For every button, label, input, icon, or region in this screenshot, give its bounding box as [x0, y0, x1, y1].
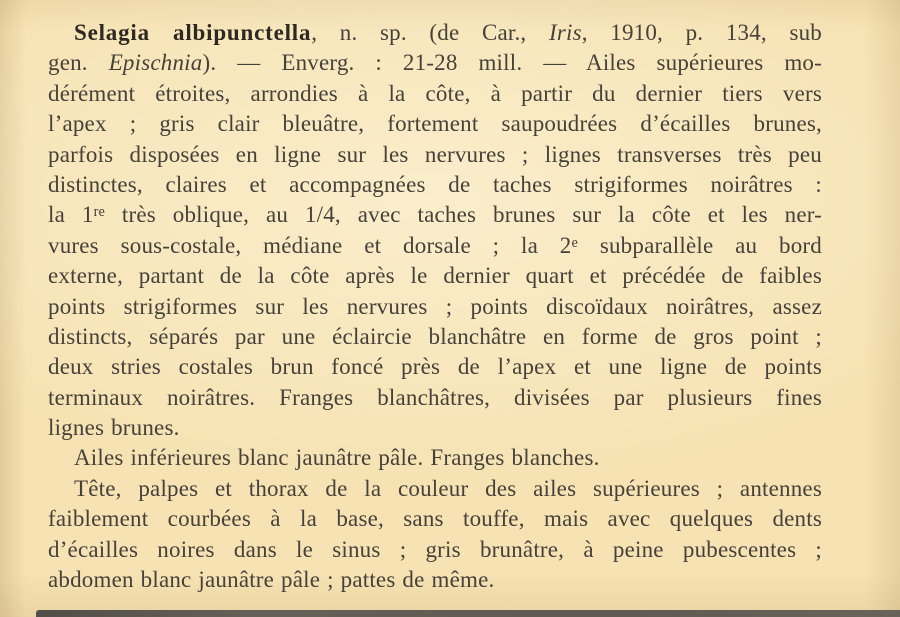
species-description-text: [48, 18, 822, 595]
text-segment: parfois disposées en ligne sur les nervures ; lignes transverses très peu: [48, 141, 822, 167]
text-line: vures sous-costale, médiane et dorsale ; la 2e subparallèle au bord: [48, 232, 822, 258]
text-line: [48, 413, 822, 443]
text-line: [48, 79, 822, 109]
text-line: [48, 292, 822, 322]
text-line: [48, 474, 822, 504]
species-name: Selagia albipunctella: [74, 20, 312, 45]
text-segment: subparallèle au bord: [578, 232, 822, 258]
text-segment: ). — Enverg. : 21-28 mill. — Ailes supérieures mo-: [202, 50, 822, 76]
text-segment: lignes brunes.: [48, 415, 180, 441]
text-line: [48, 261, 822, 291]
text-segment: Iris: [548, 20, 582, 45]
text-segment: l’apex ; gris clair bleuâtre, fortement saupoudrées d’écailles brunes,: [48, 111, 822, 137]
text-line: [48, 140, 822, 170]
text-line: [48, 443, 822, 473]
scan-edge-shadow: [36, 610, 900, 617]
text-segment: gen.: [48, 50, 109, 76]
text-segment: vures sous-costale, médiane et dorsale ; la 2: [48, 232, 572, 258]
text-segment: points strigiformes sur les nervures ; points discoïdaux noirâtres, assez: [48, 293, 822, 319]
text-segment: Tête, palpes et thorax de la couleur des ailes supérieures ; antennes: [74, 475, 822, 501]
text-segment: très oblique, au 1/4, avec taches brunes sur la côte et les ner-: [105, 202, 822, 228]
text-segment: , 1910, p. 134, sub: [581, 20, 822, 45]
text-segment: dérément étroites, arrondies à la côte, à partir du dernier tiers vers: [48, 80, 822, 106]
text-segment: Ailes inférieures blanc jaunâtre pâle. Franges blanches.: [74, 445, 600, 471]
text-line: la 1re très oblique, au 1/4, avec taches brunes sur la côte et les ner-: [48, 202, 822, 228]
text-line: [48, 504, 822, 534]
text-line: [48, 352, 822, 382]
text-segment: faiblement courbées à la base, sans touffe, mais avec quelques dents: [48, 506, 822, 532]
text-segment: d’écailles noires dans le sinus ; gris brunâtre, à peine pubescentes ;: [48, 536, 822, 562]
text-segment: terminaux noirâtres. Franges blanchâtres, divisées par plusieurs fines: [48, 384, 822, 410]
text-segment: externe, partant de la côte après le dernier quart et précédée de faibles: [48, 263, 822, 289]
text-segment: la 1: [48, 202, 94, 228]
text-line: [48, 535, 822, 565]
text-line: [48, 565, 822, 595]
text-line: [48, 18, 822, 48]
text-segment: distincts, séparés par une éclaircie blanchâtre en forme de gros point ;: [48, 323, 822, 349]
text-line: [48, 48, 822, 78]
text-line: [48, 170, 822, 200]
text-segment: , n. sp. (de Car.,: [311, 20, 549, 45]
text-line: [48, 383, 822, 413]
text-line: [48, 322, 822, 352]
text-segment: deux stries costales brun foncé près de l’apex et une ligne de points: [48, 354, 822, 380]
text-segment: Epischnia: [108, 50, 203, 76]
text-line: [48, 109, 822, 139]
text-segment: distinctes, claires et accompagnées de taches strigiformes noirâtres :: [48, 171, 822, 197]
text-segment: abdomen blanc jaunâtre pâle ; pattes de même.: [48, 567, 495, 593]
